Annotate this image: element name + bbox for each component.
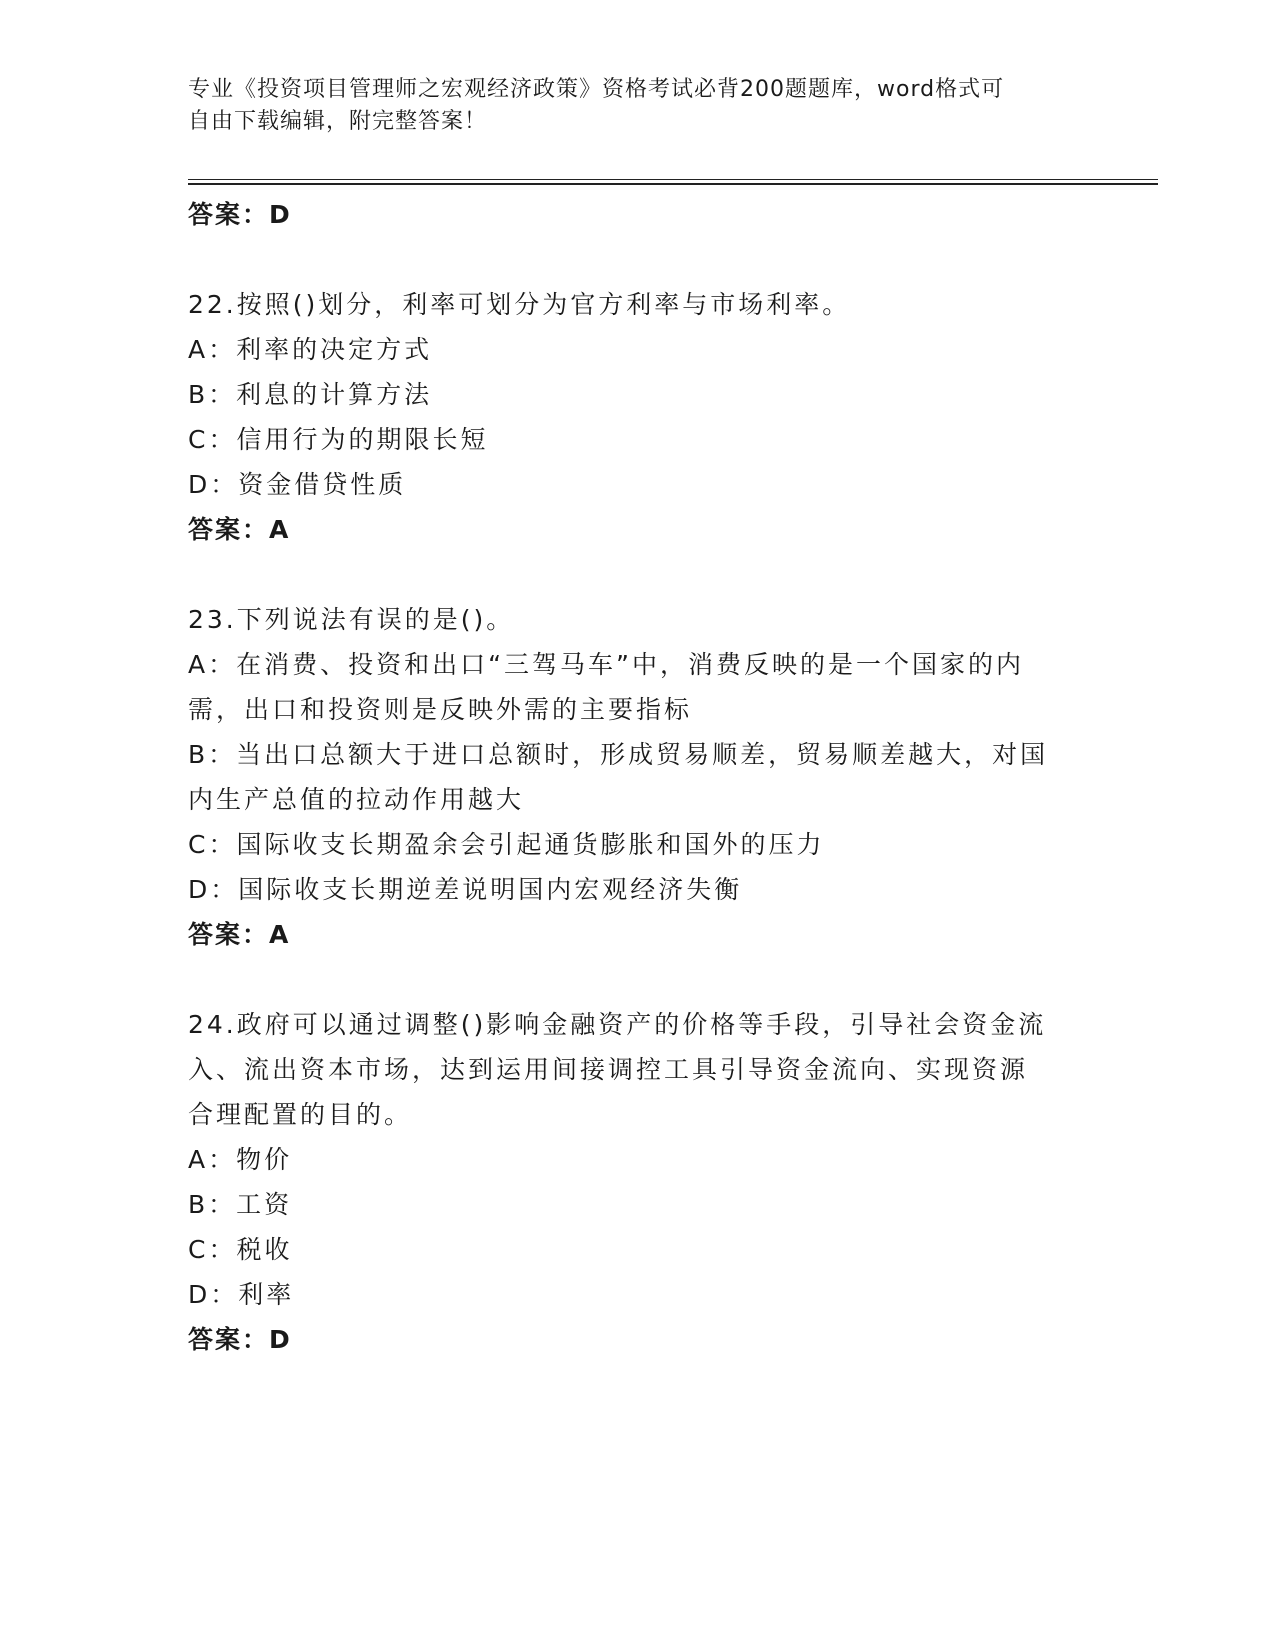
option-b: B：工资 [188,1190,293,1219]
question-block [188,282,1088,552]
answer-prefix: 答案： [188,200,270,229]
question-stem-continued: 合理配置的目的。 [188,1100,413,1129]
option-d: D：资金借贷性质 [188,470,407,499]
answer-line [188,507,1088,552]
header-line-1: 专业《投资项目管理师之宏观经济政策》资格考试必背200题题库，word格式可 [188,77,1005,102]
option-b: B：当出口总额大于进口总额时，形成贸易顺差，贸易顺差越大，对国 [188,740,1049,769]
question-stem-continued: 入、流出资本市场，达到运用间接调控工具引导资金流向、实现资源 [188,1055,1029,1084]
option-c: C：税收 [188,1235,293,1264]
option-d: D：国际收支长期逆差说明国内宏观经济失衡 [188,875,743,904]
option-a: A：在消费、投资和出口“三驾马车”中，消费反映的是一个国家的内 [188,650,1025,679]
option-a: A：物价 [188,1145,293,1174]
option-a-continued: 需，出口和投资则是反映外需的主要指标 [188,695,693,724]
answer-prefix: 答案： [188,920,270,949]
answer-value: D [269,1325,292,1354]
answer-line [188,192,1088,237]
header-divider-thick [188,183,1158,185]
answer-value: A [269,920,291,949]
question-block [188,1002,1088,1362]
answer-line [188,912,1088,957]
question-stem: 22.按照()划分，利率可划分为官方利率与市场利率。 [188,290,851,319]
question-stem: 23.下列说法有误的是()。 [188,605,515,634]
answer-value: A [269,515,291,544]
question-stem: 24.政府可以通过调整()影响金融资产的价格等手段，引导社会资金流 [188,1010,1047,1039]
question-block [188,597,1088,957]
option-d: D：利率 [188,1280,295,1309]
answer-prefix: 答案： [188,515,270,544]
document-body [188,192,1088,1362]
option-c: C：信用行为的期限长短 [188,425,489,454]
option-c: C：国际收支长期盈余会引起通货膨胀和国外的压力 [188,830,825,859]
answer-prefix: 答案： [188,1325,270,1354]
option-a: A：利率的决定方式 [188,335,433,364]
header-line-2: 自由下载编辑，附完整答案！ [188,109,488,134]
answer-line [188,1317,1088,1362]
option-b: B：利息的计算方法 [188,380,433,409]
option-b-continued: 内生产总值的拉动作用越大 [188,785,525,814]
document-header [188,74,1068,138]
answer-value: D [269,200,292,229]
header-divider-thin [188,179,1158,180]
